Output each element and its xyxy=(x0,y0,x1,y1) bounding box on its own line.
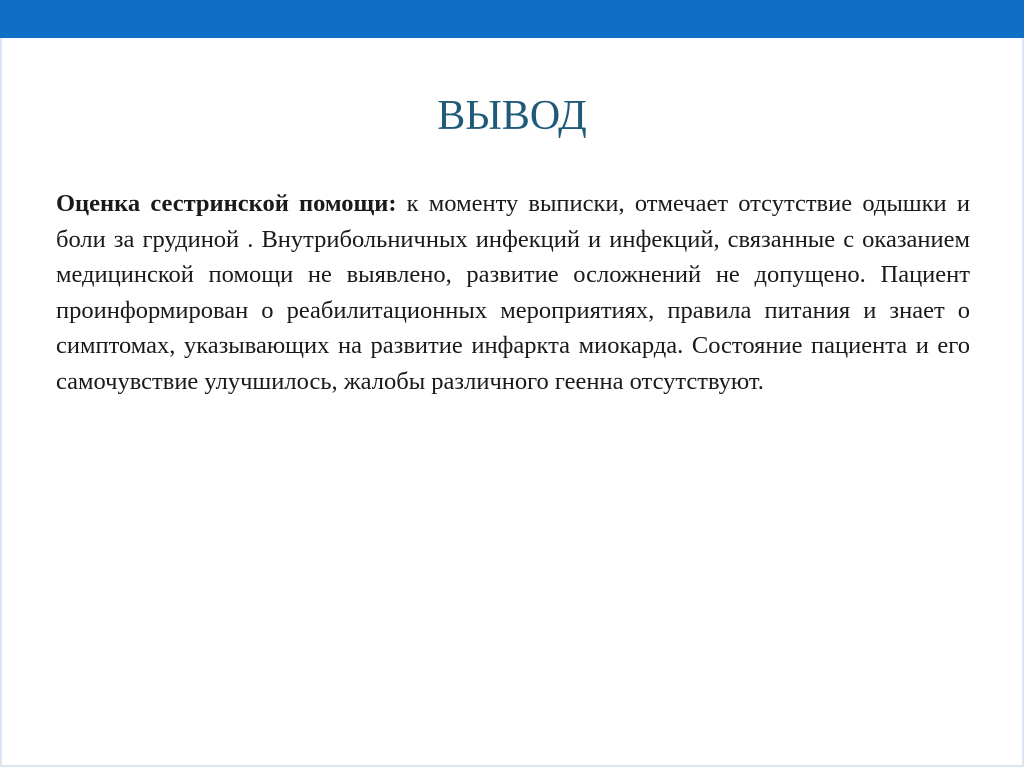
slide-title: ВЫВОД xyxy=(437,93,587,139)
paragraph-lead: Оценка сестринской помощи: xyxy=(56,190,397,217)
paragraph-body: к моменту выписки, отмечает отсутствие одышки и боли за грудиной . Внутрибольничных инфекций и инфекций, связанные с оказанием медицинской помощи не выявлено, развитие осложнений не допущено. Пациент проинформирован о реабилитационных мероприятиях, правила питания и знает о симптомах, указывающих на развитие инфаркта миокарда. Состояние пациента и его самочувствие улучшилось, жалобы различного геенна отсутствуют. xyxy=(56,190,970,395)
top-accent-bar xyxy=(0,0,1024,38)
conclusion-paragraph xyxy=(56,186,970,399)
slide-frame xyxy=(0,38,1024,767)
